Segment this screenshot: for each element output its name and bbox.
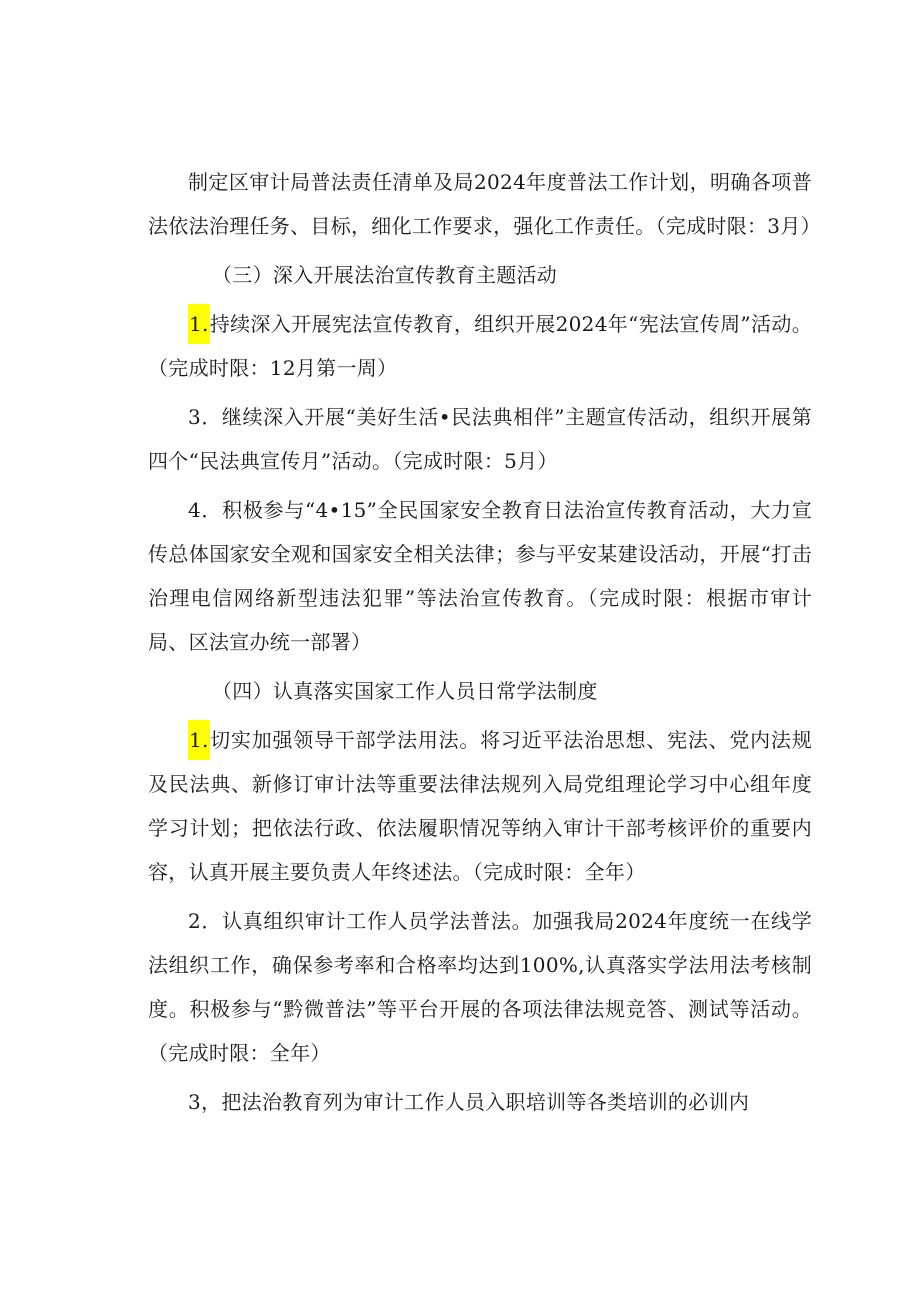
paragraph-item-1-constitution [148,302,812,390]
paragraph-item-3-training: 3，把法治教育列为审计工作人员入职培训等各类培训的必训内 [188,1090,750,1114]
paragraph-item-4-security: 4．积极参与“4•15”全民国家安全教育日法治宣传教育活动，大力宣传总体国家安全观和国家安全相关法律；参与平安某建设活动，开展“打击治理电信网络新型违法犯罪”等法治宣传教育。（完成时限：根据市审计局、区法宣办统一部署） [148,498,812,654]
highlighted-item-number: 1. [188,304,210,344]
section-heading-4: （四）认真落实国家工作人员日常学法制度 [212,679,598,703]
highlighted-item-number: 1. [188,720,210,760]
paragraph-item-3-civil-code: 3．继续深入开展“美好生活•民法典相伴”主题宣传活动，组织开展第四个“民法典宣传月”活动。（完成时限：5月） [148,405,812,473]
section-heading-3: （三）深入开展法治宣传教育主题活动 [212,263,558,287]
paragraph-item-1-leaders [148,718,812,894]
item-text: 切实加强领导干部学法用法。将习近平法治思想、宪法、党内法规及民法典、新修订审计法等重要法律法规列入局党组理论学习中心组年度学习计划；把依法行政、依法履职情况等纳入审计干部考核评价的重要内容，认真开展主要负责人年终述法。（完成时限：全年） [148,728,812,884]
item-text: 持续深入开展宪法宣传教育，组织开展2024年“宪法宣传周”活动。（完成时限：12月第一周） [148,312,812,380]
document-body [148,160,821,1124]
paragraph-plan: 制定区审计局普法责任清单及局2024年度普法工作计划，明确各项普法依法治理任务、目标，细化工作要求，强化工作责任。（完成时限：3月） [148,170,821,238]
paragraph-item-2-staff: 2．认真组织审计工作人员学法普法。加强我局2024年度统一在线学法组织工作，确保参考率和合格率均达到100%,认真落实学法用法考核制度。积极参与“黔微普法”等平台开展的各项法律法规竞答、测试等活动。（完成时限：全年） [148,909,812,1065]
